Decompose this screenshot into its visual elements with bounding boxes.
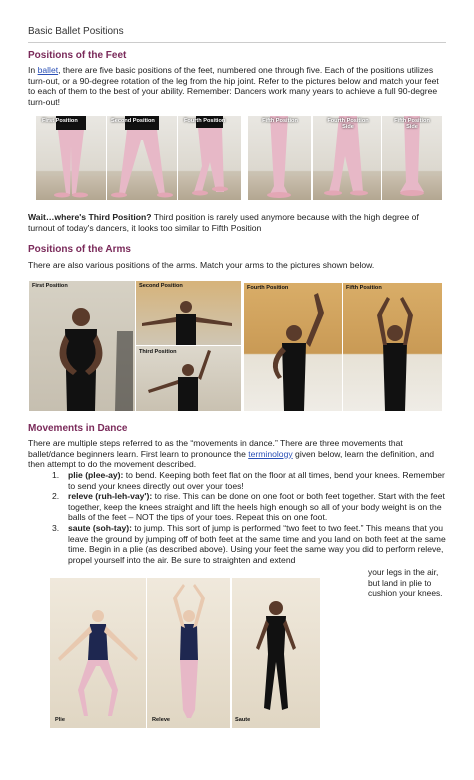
feet-photo-first [36, 116, 106, 200]
note-text: Third position is rarely used anymore because with the high degree of turnout of today's dancers, it looks too similar to Fifth Position [28, 212, 419, 233]
movement-photo-releve [147, 578, 230, 728]
movements-intro-post: given below, learn the definition, and then attempt to do the movement described. [28, 448, 435, 470]
arms-caption-fifth: Fifth Position [346, 285, 382, 291]
feet-photo-second [107, 116, 177, 200]
item-text: to jump. This sort of jump is performed “two feet to two feet.” This means that you leave the ground by jumping off of both feet at the same time and you land on both feet at the same time. Begin in a plie (as described above). Using your feet the same way you did to perform releve, propel yourself into the air. Be sure to straighten and extend [68, 523, 446, 565]
feet-photo-fourth-side [313, 116, 381, 200]
ballet-link[interactable]: ballet [37, 65, 59, 75]
item-number: 3. [52, 523, 60, 533]
item-term: saute (soh-tay): [68, 523, 132, 533]
feet-caption-fifth: Fifth Position [262, 118, 298, 124]
item-number: 1. [52, 470, 60, 480]
movement-item-saute [52, 523, 446, 565]
movement-caption-releve: Releve [152, 717, 171, 723]
arms-photo-fifth [343, 283, 442, 411]
saute-tail-text: your legs in the air, but land in plie to cushion your knees. [368, 567, 443, 599]
movement-caption-plie: Plie [55, 717, 65, 723]
item-text: to rise. This can be done on one foot or both feet together. Start with the feet together, keep the knees straight and lift the heels high enough so all of your body weight is on the balls of the feet – NOT the tips of your toes. Repeat this on one foot. [68, 491, 445, 523]
movements-intro-pre: There are multiple steps referred to as the “movements in dance.” There are three movements that ballet/dance beginners learn. First learn to pronounce the [28, 438, 403, 459]
terminology-link[interactable]: terminology [248, 448, 293, 459]
feet-intro-pre: In [28, 65, 38, 75]
item-term: plie (plee-ay): [68, 470, 124, 480]
arms-caption-third: Third Position [139, 349, 177, 355]
movement-caption-saute: Saute [235, 717, 251, 723]
movement-item-plie [52, 470, 446, 491]
movement-photo-plie [50, 578, 146, 728]
feet-caption-fourth: Fourth Position [184, 118, 226, 124]
arms-photo-first [29, 281, 135, 411]
movement-photo-saute [232, 578, 320, 728]
page-title: Basic Ballet Positions [28, 26, 124, 37]
feet-intro-post: , there are five basic positions of the feet, numbered one through five. Each of the positions utilizes turn-out, or a 90-degree rotation of the leg from the hip joint. Refer to the pictures below and match your feet to each of them to the best of your ability. Remember: Dancers work many years to achieve a full 90-degree turn-out! [28, 65, 439, 107]
feet-photo-fifth-side [382, 116, 442, 200]
arms-photo-third [136, 346, 241, 411]
item-text: to bend. Keeping both feet flat on the floor at all times, bend your knees. Remember to send your knees directly out over your toes! [68, 470, 445, 491]
title-divider [28, 42, 446, 43]
item-term: releve (ruh-leh-vay'): [68, 491, 153, 501]
arms-heading: Positions of the Arms [28, 244, 131, 255]
feet-heading: Positions of the Feet [28, 50, 127, 61]
third-position-note [28, 212, 446, 233]
feet-photo-fourth [178, 116, 241, 200]
feet-caption-second: Second Position [111, 118, 155, 124]
movement-item-releve [52, 491, 446, 523]
arms-photo-second [136, 281, 241, 345]
feet-caption-fourth-side: Fourth Position Side [327, 118, 369, 131]
item-number: 2. [52, 491, 60, 501]
arms-caption-fourth: Fourth Position [247, 285, 289, 291]
note-bold: Wait…where's Third Position? [28, 212, 152, 222]
feet-photo-fifth [248, 116, 311, 200]
movements-heading: Movements in Dance [28, 423, 128, 434]
movements-intro [28, 438, 446, 470]
feet-caption-first: First Position [42, 118, 78, 124]
feet-intro [28, 65, 446, 107]
arms-caption-first: First Position [32, 283, 68, 289]
arms-caption-second: Second Position [139, 283, 183, 289]
arms-photo-fourth [244, 283, 342, 411]
feet-caption-fifth-side: Fifth Position Side [394, 118, 430, 131]
arms-intro: There are also various positions of the arms. Match your arms to the pictures shown below. [28, 260, 375, 270]
